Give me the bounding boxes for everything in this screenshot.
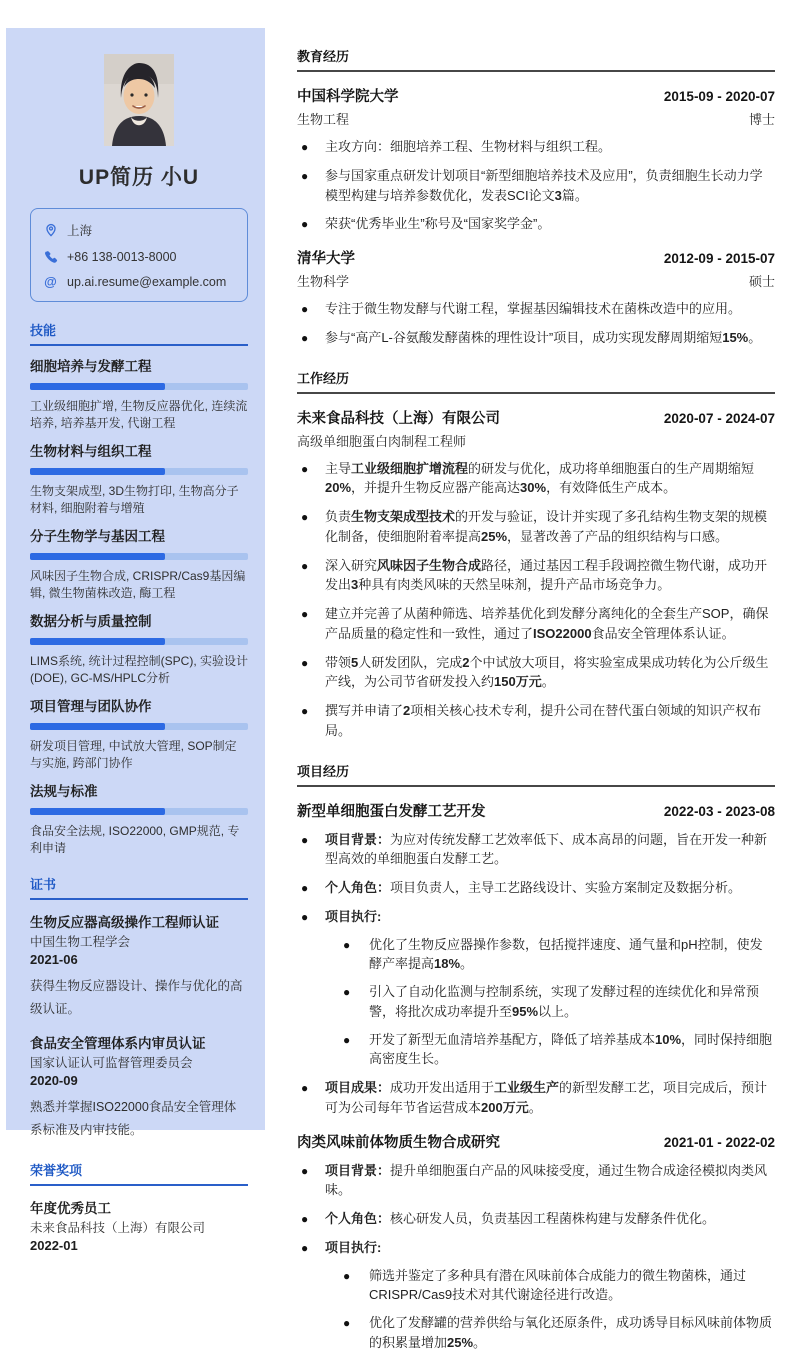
bullet-text: 个人角色：项目负责人，主导工艺路线设计、实验方案制定及数据分析。 [325, 880, 742, 895]
bullet-item [301, 328, 775, 348]
contact-item [43, 274, 235, 289]
skill-description: 研发项目管理, 中试放大管理, SOP制定与实施, 跨部门协作 [30, 739, 237, 770]
bullet-list [297, 830, 775, 1118]
credential-description: 熟悉并掌握ISO22000食品安全管理体系标准及内审技能。 [30, 1100, 237, 1137]
bullet-body [325, 1161, 775, 1201]
entry [297, 1131, 775, 1353]
bullet-body [325, 459, 775, 499]
bullet-text: 专注于微生物发酵与代谢工程，掌握基因编辑技术在菌株改造中的应用。 [325, 301, 742, 316]
bullet-body [325, 604, 775, 644]
skill-item [30, 783, 248, 856]
credential-date: 2020-09 [30, 1073, 78, 1088]
skill-name: 分子生物学与基因工程 [30, 529, 165, 544]
sub-bullet-item [343, 1313, 775, 1353]
bullet-icon: ● [301, 1081, 309, 1095]
bullet-list [297, 1161, 775, 1353]
bullet-body [325, 299, 775, 319]
section-education [297, 46, 775, 348]
entry-date: 2020-07 - 2024-07 [663, 410, 775, 426]
bullet-body [325, 1238, 775, 1353]
skill-description: 风味因子生物合成, CRISPR/Cas9基因编辑, 微生物菌株改造, 酶工程 [30, 569, 246, 600]
bullet-body [325, 701, 775, 741]
credential-description: 获得生物反应器设计、操作与优化的高级认证。 [30, 979, 243, 1016]
bullet-icon: ● [301, 1163, 309, 1178]
bullet-text: 撰写并申请了2项相关核心技术专利，提升公司在替代蛋白领域的知识产权布局。 [325, 703, 762, 738]
sidebar-section-title-honor: 荣誉奖项 [30, 1160, 248, 1186]
entry-date: 2021-01 - 2022-02 [663, 1134, 775, 1150]
bullet-icon: ● [301, 558, 309, 573]
skill-progress-track [30, 723, 248, 730]
skill-progress-fill [30, 808, 165, 815]
bullet-list [297, 299, 775, 348]
skill-item [30, 698, 248, 771]
bullet-body [325, 1078, 775, 1118]
bullet-text: 项目背景：提升单细胞蛋白产品的风味接受度，通过生物合成途径模拟肉类风味。 [325, 1162, 768, 1198]
skill-description: LIMS系统, 统计过程控制(SPC), 实验设计(DOE), GC-MS/HPLC分析 [30, 654, 249, 685]
skill-progress-fill [30, 638, 165, 645]
avatar-photo [104, 54, 174, 146]
credential-name: 生物反应器高级操作工程师认证 [30, 915, 219, 930]
skill-progress-track [30, 383, 248, 390]
contact-text: 上海 [67, 224, 93, 238]
sub-bullet-text: 优化了发酵罐的营养供给与氧化还原条件，成功诱导目标风味前体物质的积累量增加25%。 [369, 1315, 773, 1350]
section-projects [297, 761, 775, 1353]
entry-title: 肉类风味前体物质生物合成研究 [297, 1134, 500, 1151]
sub-bullet-text: 筛选并鉴定了多种具有潜在风味前体合成能力的微生物菌株，通过CRISPR/Cas9技术对其代谢途径进行改造。 [369, 1267, 747, 1303]
bullet-icon: ● [301, 330, 309, 345]
bullet-text: 项目背景：为应对传统发酵工艺效率低下、成本高昂的问题，旨在开发一种新型高效的单细胞蛋白发酵工艺。 [325, 831, 768, 867]
bullet-icon: ● [301, 832, 309, 847]
bullet-icon: ● [301, 168, 309, 183]
contact-card [30, 208, 248, 302]
sub-bullet-item [343, 1266, 775, 1306]
entry-degree: 博士 [748, 112, 775, 127]
cert-item [30, 914, 248, 1021]
sub-bullet-item [343, 982, 775, 1022]
entry-subtitle: 高级单细胞蛋白肉制程工程师 [297, 433, 467, 449]
bullet-text: 参与“高产L-谷氨酸发酵菌株的理性设计”项目，成功实现发酵周期缩短15%。 [325, 329, 762, 345]
bullet-item [301, 604, 775, 644]
bullet-icon: ● [343, 1268, 351, 1283]
bullet-text: 负责生物支架成型技术的开发与验证，设计并实现了多孔结构生物支架的规模化制备，使细胞附着率提高25%，显著改善了产品的组织结构与口感。 [325, 509, 768, 544]
bullet-body [325, 328, 775, 348]
bullet-list [297, 459, 775, 741]
skill-progress-track [30, 808, 248, 815]
skill-name: 数据分析与质量控制 [30, 614, 152, 629]
bullet-icon: ● [301, 302, 309, 316]
main-content [297, 46, 775, 1350]
sub-bullet-item [343, 935, 775, 975]
sidebar-section-title-cert: 证书 [30, 874, 248, 900]
bullet-icon: ● [301, 217, 309, 232]
skill-progress-fill [30, 468, 165, 475]
bullet-icon: ● [301, 704, 309, 718]
bullet-item [301, 166, 775, 206]
skill-item [30, 613, 248, 686]
entry-title: 新型单细胞蛋白发酵工艺开发 [297, 803, 486, 820]
bullet-icon: ● [343, 985, 351, 999]
bullet-item [301, 701, 775, 741]
credential-issuer: 国家认证认可监督管理委员会 [30, 1056, 193, 1070]
skill-progress-track [30, 638, 248, 645]
credential-name: 食品安全管理体系内审员认证 [30, 1036, 206, 1051]
section-title: 教育经历 [297, 49, 350, 64]
skill-name: 生物材料与组织工程 [30, 444, 152, 459]
contact-item [43, 221, 235, 239]
bullet-icon: ● [301, 1212, 309, 1226]
contact-item [43, 249, 235, 264]
bullet-body [325, 214, 775, 234]
skill-name: 法规与标准 [30, 784, 98, 799]
bullet-text: 个人角色：核心研发人员，负责基因工程菌株构建与发酵条件优化。 [325, 1211, 716, 1226]
bullet-text: 荣获“优秀毕业生”称号及“国家奖学金”。 [325, 216, 551, 232]
entry-subheader [297, 271, 775, 290]
bullet-list [297, 137, 775, 234]
bullet-body [325, 830, 775, 870]
credential-date: 2021-06 [30, 952, 78, 967]
bullet-icon: ● [343, 937, 351, 952]
bullet-text: 参与国家重点研发计划项目“新型细胞培养技术及应用”，负责细胞生长动力学模型构建与培养参数优化，发表SCI论文3篇。 [325, 167, 763, 203]
entry-subtitle: 生物工程 [297, 112, 350, 127]
credential-issuer: 未来食品科技（上海）有限公司 [30, 1221, 206, 1235]
section-divider [297, 70, 775, 72]
sidebar-section-title-skills: 技能 [30, 320, 248, 346]
bullet-icon: ● [343, 1316, 351, 1330]
skill-item [30, 528, 248, 601]
credential-date: 2022-01 [30, 1238, 78, 1253]
skill-progress-fill [30, 383, 165, 390]
bullet-item [301, 556, 775, 596]
entry [297, 85, 775, 234]
section-title: 工作经历 [297, 370, 350, 386]
bullet-body [325, 166, 775, 206]
bullet-body [325, 137, 775, 157]
bullet-item [301, 507, 775, 547]
entry-title: 清华大学 [297, 251, 355, 267]
bullet-body [325, 556, 775, 596]
bullet-text: 深入研究风味因子生物合成路径，通过基因工程手段调控微生物代谢，成功开发出3种具有肉类风味的天然呈味剂，提升产品市场竞争力。 [325, 557, 768, 593]
section-divider [297, 392, 775, 394]
section-title: 项目经历 [297, 763, 350, 779]
bullet-icon: ● [301, 881, 309, 895]
bullet-text: 主攻方向：细胞培养工程、生物材料与组织工程。 [325, 139, 612, 154]
sub-bullet-item [343, 1030, 775, 1070]
skill-progress-track [30, 468, 248, 475]
entry-header [297, 407, 775, 428]
sidebar-sections [30, 320, 248, 1254]
bullet-item [301, 1078, 775, 1118]
sub-bullet-list [325, 1266, 775, 1353]
bullet-item [301, 1209, 775, 1229]
credential-issuer: 中国生物工程学会 [30, 935, 131, 949]
bullet-item [301, 878, 775, 898]
bullet-item [301, 907, 775, 1069]
bullet-item [301, 214, 775, 234]
sub-bullet-text: 引入了自动化监测与控制系统，实现了发酵过程的连续优化和异常预警，将批次成功率提升至95%以上。 [369, 984, 760, 1019]
skill-progress-track [30, 553, 248, 560]
section-divider [297, 785, 775, 787]
entry-date: 2012-09 - 2015-07 [663, 251, 775, 266]
bullet-text: 带领5人研发团队，完成2个中试放大项目，将实验室成果成功转化为公斤级生产线，为公司节省研发投入约150万元。 [325, 654, 769, 690]
contact-text: up.ai.resume@example.com [67, 274, 227, 289]
sidebar [6, 28, 265, 1253]
bullet-icon: ● [301, 607, 309, 621]
bullet-text: 项目成果：成功开发出适用于工业级生产的新型发酵工艺，项目完成后，预计可为公司每年节省运营成本200万元。 [325, 1080, 768, 1115]
entry-header [297, 800, 775, 821]
entry-date: 2015-09 - 2020-07 [663, 89, 775, 104]
bullet-body [325, 653, 775, 693]
entry [297, 247, 775, 348]
bullet-item [301, 459, 775, 499]
bullet-text: 建立并完善了从菌种筛选、培养基优化到发酵分离纯化的全套生产SOP，确保产品质量的稳定性和一致性，通过了ISO22000食品安全管理体系认证。 [325, 606, 769, 641]
bullet-icon: ● [301, 1240, 309, 1255]
bullet-body [325, 907, 775, 1069]
entry-subtitle: 生物科学 [297, 274, 350, 289]
skill-item [30, 358, 248, 431]
bullet-item [301, 299, 775, 319]
entry-header [297, 85, 775, 106]
bullet-icon: ● [301, 510, 309, 524]
skill-name: 项目管理与团队协作 [30, 699, 152, 714]
skill-progress-fill [30, 723, 165, 730]
sub-bullet-text: 优化了生物反应器操作参数，包括搅拌速度、通气量和pH控制，使发酵产率提高18%。 [369, 936, 763, 972]
bullet-item [301, 830, 775, 870]
bullet-icon: ● [301, 655, 309, 670]
entry-title: 中国科学院大学 [297, 89, 399, 105]
section-work [297, 368, 775, 741]
entry [297, 800, 775, 1118]
bullet-item [301, 1238, 775, 1353]
entry [297, 407, 775, 741]
skill-name: 细胞培养与发酵工程 [30, 359, 152, 374]
cert-item [30, 1035, 248, 1142]
bullet-icon: ● [301, 140, 309, 154]
bullet-text: 项目执行: [325, 908, 382, 924]
at-sign-icon: @ [44, 274, 57, 289]
bullet-item [301, 653, 775, 693]
phone-icon [43, 249, 58, 264]
portrait-illustration [104, 54, 174, 146]
bullet-body [325, 878, 775, 898]
skill-description: 工业级细胞扩增, 生物反应器优化, 连续流培养, 培养基开发, 代谢工程 [30, 399, 248, 430]
skill-description: 生物支架成型, 3D生物打印, 生物高分子材料, 细胞附着与增殖 [30, 484, 239, 515]
entry-title: 未来食品科技（上海）有限公司 [297, 410, 500, 427]
honor-item [30, 1200, 248, 1254]
entry-header [297, 1131, 775, 1152]
entry-degree: 硕士 [748, 274, 775, 289]
entry-date: 2022-03 - 2023-08 [663, 803, 775, 819]
skill-description: 食品安全法规, ISO22000, GMP规范, 专利申请 [30, 824, 240, 855]
bullet-body [325, 1209, 775, 1229]
bullet-text: 主导工业级细胞扩增流程的研发与优化，成功将单细胞蛋白的生产周期缩短20%，并提升生物反应器产能高达30%，有效降低生产成本。 [325, 460, 755, 496]
contact-text: +86 138-0013-8000 [67, 249, 177, 264]
sub-bullet-list [325, 935, 775, 1070]
entry-subheader [297, 109, 775, 128]
bullet-text: 项目执行: [325, 1239, 382, 1255]
bullet-item [301, 1161, 775, 1201]
sub-bullet-text: 开发了新型无血清培养基配方，降低了培养基成本10%，同时保持细胞高密度生长。 [369, 1031, 773, 1067]
entry-header [297, 247, 775, 268]
skill-progress-fill [30, 553, 165, 560]
skill-item [30, 443, 248, 516]
bullet-body [325, 507, 775, 547]
location-pin-icon [43, 223, 58, 238]
bullet-icon: ● [343, 1032, 351, 1047]
candidate-name: UP简历 小U [78, 166, 200, 189]
credential-name: 年度优秀员工 [30, 1201, 111, 1216]
bullet-item [301, 137, 775, 157]
entry-subheader [297, 431, 775, 450]
bullet-icon: ● [301, 461, 309, 476]
bullet-icon: ● [301, 909, 309, 924]
